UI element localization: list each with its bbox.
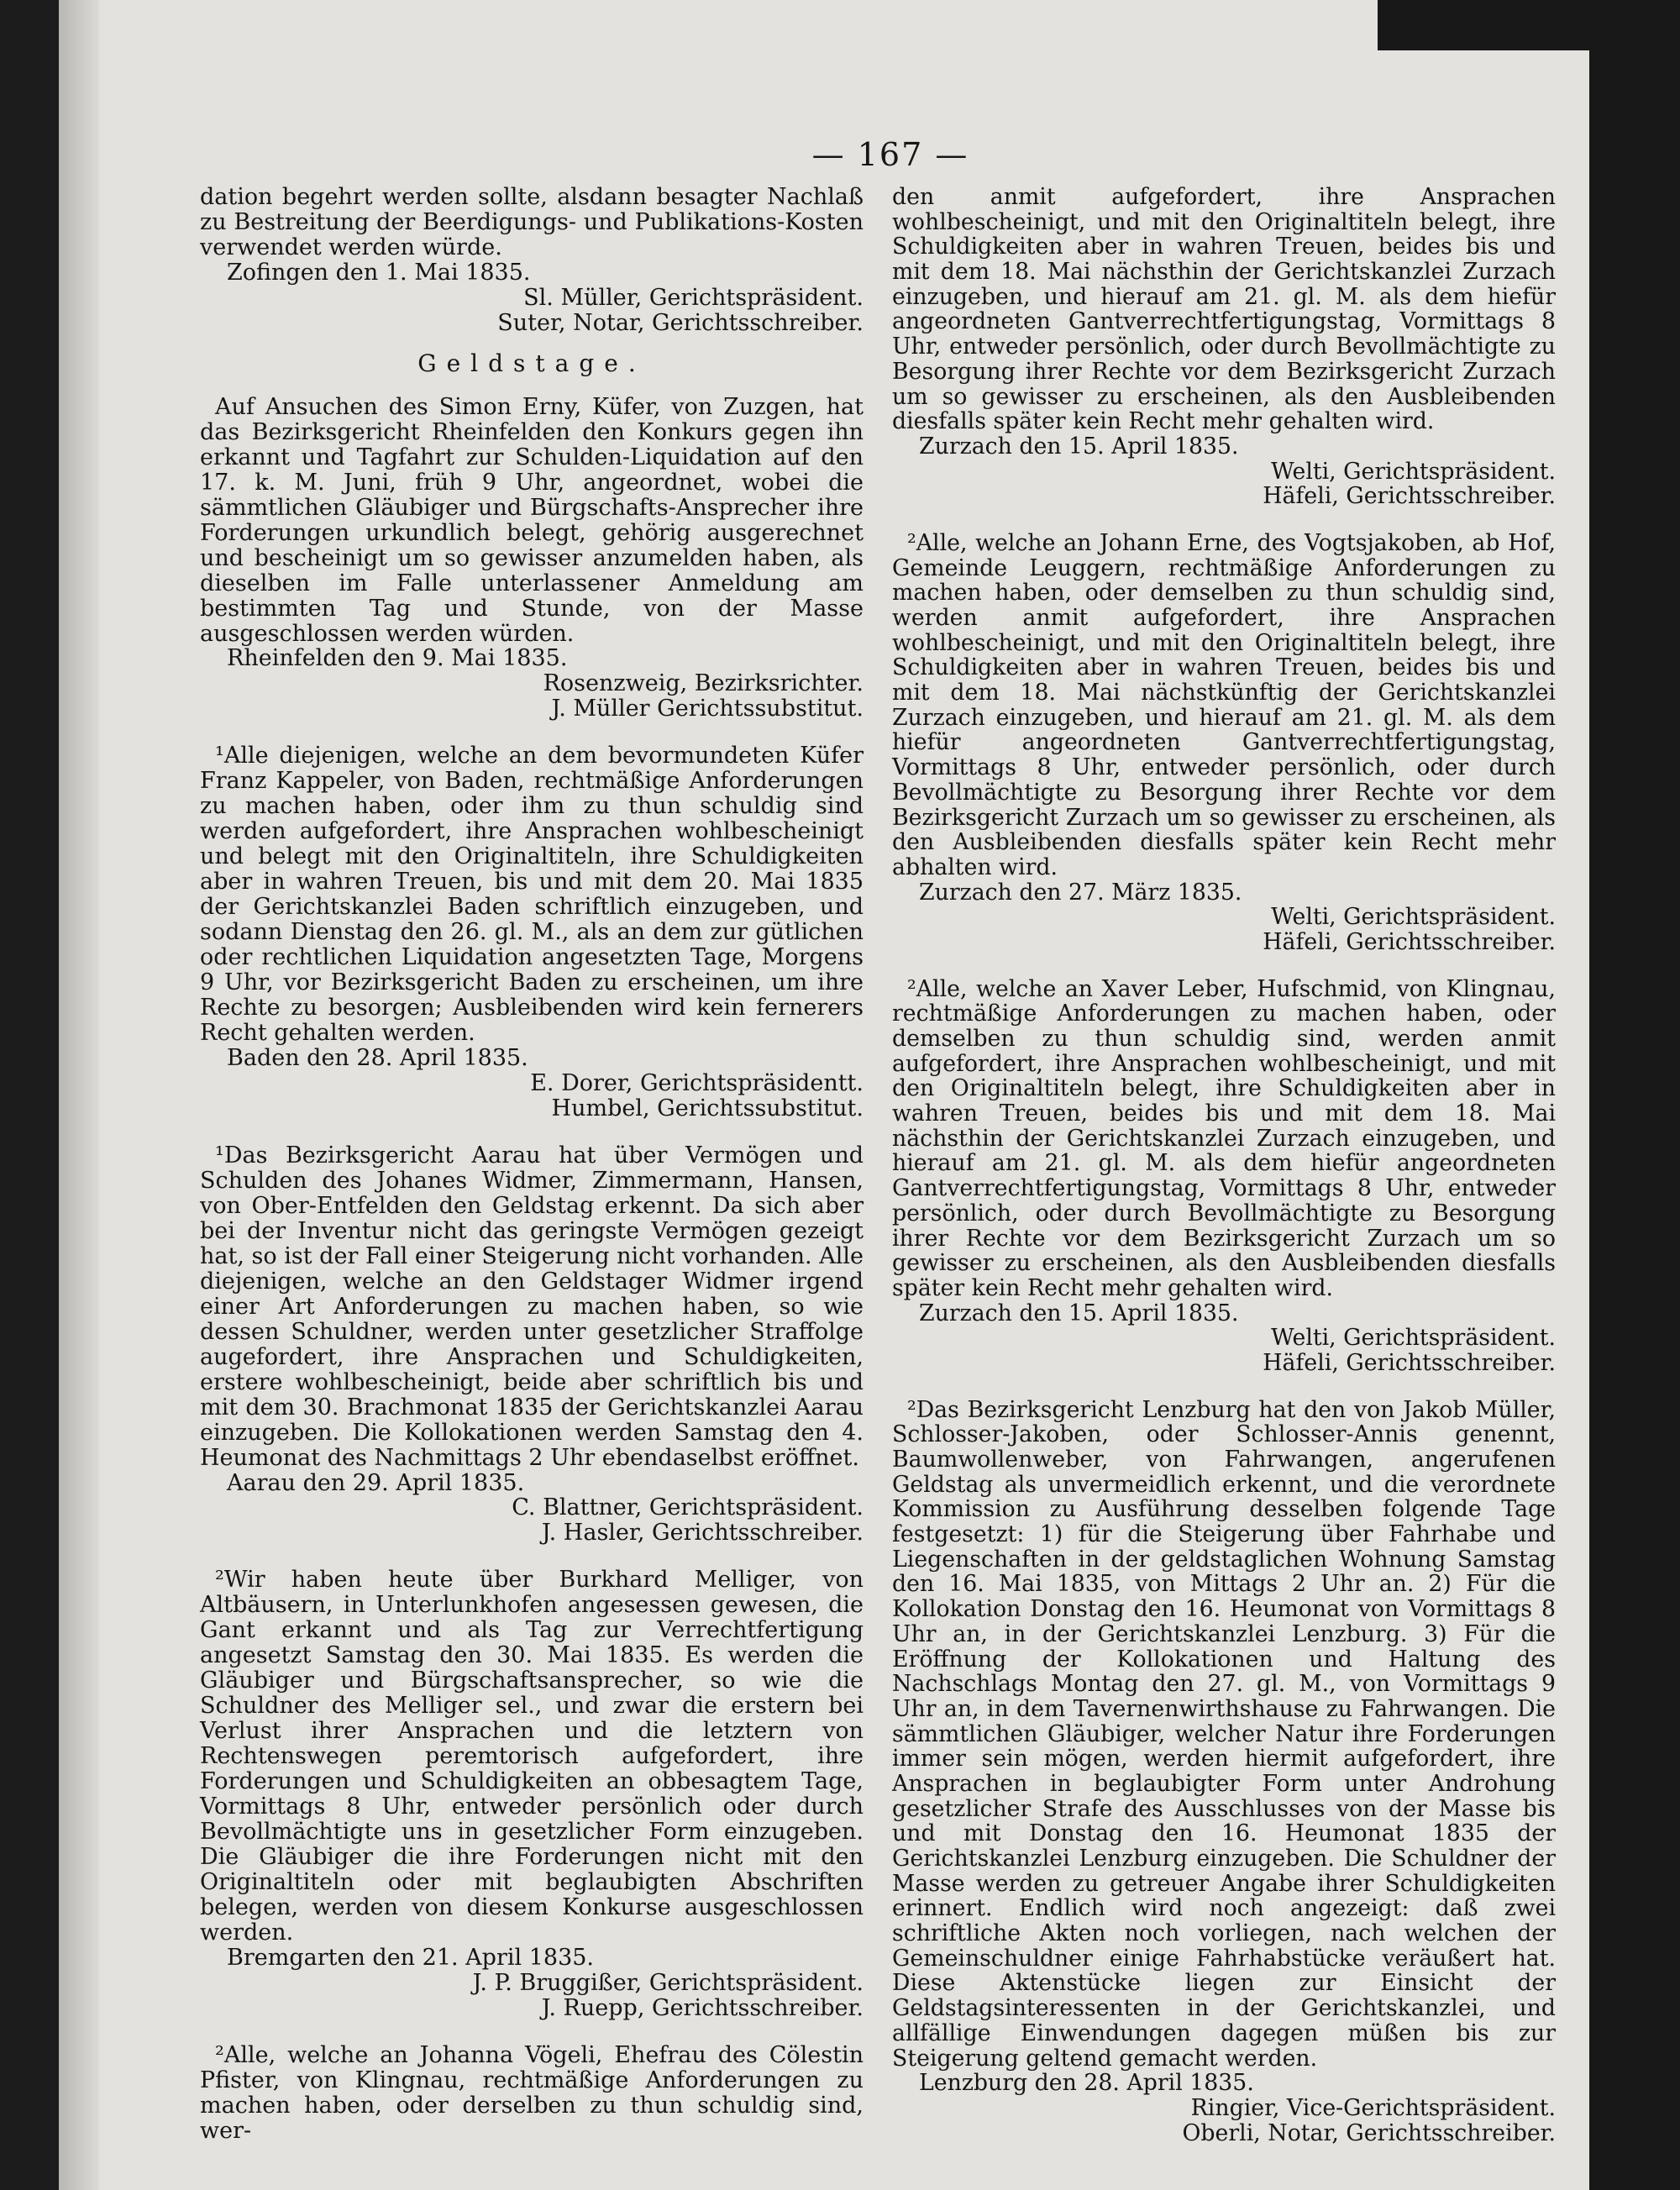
right-column bbox=[892, 185, 1556, 2145]
notice-date: Zurzach den 27. März 1835. bbox=[919, 879, 1242, 906]
notice-signature: Häfeli, Gerichtsschreiber. bbox=[1263, 1349, 1556, 1376]
notice-signature: C. Blattner, Gerichtspräsident. bbox=[512, 1494, 864, 1521]
notice-signature: Welti, Gerichtspräsident. bbox=[1271, 458, 1556, 485]
notice-signature: E. Dorer, Gerichtspräsidentt. bbox=[530, 1069, 864, 1096]
notice-paragraph: ²Das Bezirksgericht Lenzburg hat den von Jakob Müller, Schlosser-Jakoben, oder Schlosser-Annis genennt, Baumwollenweber, von Fahrwangen, angerufenen Geldstag als unvermeidlich erkennt, und die verordnete Kommission zu Ausführung desselben folgende Tage festgesetzt: 1) für die Steigerung über Fahrhabe und Liegenschaften in der geldstaglichen Wohnung Samstag den 16. Mai 1835, von Mittags 2 Uhr an. 2) Für die Kollokation Donstag den 16. Heumonat von Vormittags 8 Uhr an, in der Gerichtskanzlei Lenzburg. 3) Für die Eröffnung der Kollokationen und Haltung des Nachschlags Montag den 27. gl. M., von Vormittags 9 Uhr an, in dem Tavernenwirthshause zu Fahrwangen. Die sämmtlichen Gläubiger, welcher Natur ihre Forderungen immer sein mögen, werden hiermit aufgefordert, ihre Ansprachen in beglaubigter Form unter Androhung gesetzlicher Strafe des Ausschlusses von der Masse bis und mit Donstag den 16. Heumonat 1835 der Gerichtskanzlei Lenzburg einzugeben. Die Schuldner der Masse werden zu getreuer Angabe ihrer Schuldigkeiten erinnert. Endlich wird noch angezeigt: daß zwei schriftliche Akten noch vorliegen, nach welchen der Gemeinschuldner einige Fahrhabstücke veräußert hat. Diese Aktenstücke liegen zur Einsicht der Geldstagsinteressenten in der Gerichtskanzlei, und allfällige Einwendungen dagegen müßen bis zur Steigerung geltend gemacht werden. bbox=[892, 1396, 1556, 2072]
page-number: — 167 — bbox=[811, 136, 969, 173]
notice-paragraph: ²Alle, welche an Xaver Leber, Hufschmid, von Klingnau, rechtmäßige Anforderungen zu machen haben, oder demselben zu thun schuldig sind, werden anmit aufgefordert, ihre Ansprachen wohlbescheinigt, und mit den Originaltiteln belegt, ihre Schuldigkeiten aber in wahren Treuen, beides bis und mit dem 18. Mai nächsthin der Gerichtskanzlei Zurzach einzugeben, und hierauf am 21. gl. M. als dem hiefür angeordneten Gantverrechtfertigungstag, Vormittags 8 Uhr, entweder persönlich, oder durch Bevollmächtigte zu Besorgung ihrer Rechte vor dem Bezirksgericht Zurzach um so gewisser zu erscheinen, als den Ausbleibenden diesfalls später kein Recht mehr gehalten wird. bbox=[892, 975, 1556, 1301]
notice-signature: Welti, Gerichtspräsident. bbox=[1271, 904, 1556, 931]
notice-paragraph: den anmit aufgefordert, ihre Ansprachen wohlbescheinigt, und mit den Originaltiteln belegt, ihre Schuldigkeiten aber in wahren Treuen, beides bis und mit dem 18. Mai nächsthin der Gerichtskanzlei Zurzach einzugeben, und hierauf am 21. gl. M. als dem hiefür angeordneten Gantverrechtfertigungstag, Vormittags 8 Uhr, entweder persönlich, oder durch Bevollmächtigte zu Besorgung ihrer Rechte vor dem Bezirksgericht Zurzach um so gewisser zu erscheinen, als den Ausbleibenden diesfalls später kein Recht mehr gehalten wird. bbox=[892, 184, 1556, 435]
notice-signature: Ringier, Vice-Gerichtspräsident. bbox=[1190, 2094, 1556, 2121]
notice-signature: Suter, Notar, Gerichtsschreiber. bbox=[497, 309, 864, 336]
notice-date: Zofingen den 1. Mai 1835. bbox=[227, 259, 531, 286]
notice-date: Rheinfelden den 9. Mai 1835. bbox=[227, 645, 568, 672]
notice-date: Zurzach den 15. April 1835. bbox=[919, 1300, 1239, 1326]
notice-date: Lenzburg den 28. April 1835. bbox=[919, 2070, 1254, 2097]
notice-signature: Welti, Gerichtspräsident. bbox=[1271, 1325, 1556, 1352]
notice-date: Zurzach den 15. April 1835. bbox=[919, 433, 1239, 460]
notice-signature: Oberli, Notar, Gerichtsschreiber. bbox=[1182, 2119, 1556, 2146]
notice-signature: J. Hasler, Gerichtsschreiber. bbox=[541, 1520, 864, 1547]
notice-signature: J. P. Bruggißer, Gerichtspräsident. bbox=[472, 1969, 864, 1996]
section-heading: Geldstage. bbox=[417, 349, 646, 377]
notice-date: Baden den 28. April 1835. bbox=[227, 1045, 528, 1071]
notice-paragraph: ¹Das Bezirksgericht Aarau hat über Vermögen und Schulden des Johanes Widmer, Zimmermann, Hansen, von Ober-Entfelden den Geldstag erkennt. Da sich aber bei der Inventur nicht das geringste Vermögen gezeigt hat, so ist der Fall einer Steigerung nicht vorhanden. Alle diejenigen, welche an den Geldstager Widmer irgend einer Art Anforderungen zu machen haben, so wie dessen Schuldner, werden unter gesetzlicher Straffolge augefordert, ihre Ansprachen und Schuldigkeiten, erstere wohlbescheinigt, beide aber schriftlich bis und mit dem 30. Brachmonat 1835 der Gerichtskanzlei Aarau einzugeben. Die Kollokationen werden Samstag den 4. Heumonat des Nachmittags 2 Uhr ebendaselbst eröffnet. bbox=[200, 1142, 864, 1471]
notice-paragraph: ²Alle, welche an Johann Erne, des Vogtsjakoben, ab Hof, Gemeinde Leuggern, rechtmäßige Anforderungen zu machen haben, oder demselben zu thun schuldig sind, werden anmit aufgefordert, ihre Ansprachen wohlbescheinigt, und mit den Originaltiteln belegt, ihre Schuldigkeiten aber in wahren Treuen, beides bis und mit dem 18. Mai nächstkünftig der Gerichtskanzlei Zurzach einzugeben, und hierauf am 21. gl. M. als dem hiefür angeordneten Gantverrechtfertigungstag, Vormittags 8 Uhr, entweder persönlich, oder durch Bevollmächtigte zu Besorgung ihrer Rechte vor dem Bezirksgericht Zurzach um so gewisser zu erscheinen, als den Ausbleibenden diesfalls später kein Recht mehr abhalten wird. bbox=[892, 529, 1556, 880]
notice-paragraph: ²Alle, welche an Johanna Vögeli, Ehefrau des Cölestin Pfister, von Klingnau, rechtmäßige Anforderungen zu machen haben, oder derselben zu thun schuldig sind, wer- bbox=[200, 2041, 864, 2144]
notice-signature: Häfeli, Gerichtsschreiber. bbox=[1263, 928, 1556, 955]
notice-signature: J. Müller Gerichtssubstitut. bbox=[551, 696, 864, 722]
notice-signature: Häfeli, Gerichtsschreiber. bbox=[1263, 483, 1556, 510]
notice-paragraph: ²Wir haben heute über Burkhard Melliger, von Altbäusern, in Unterlunkhofen angesessen gewesen, die Gant erkannt und als Tag zur Verrechtfertigung angesetzt Samstag den 30. Mai 1835. Es werden die Gläubiger und Bürgschaftsansprecher, so wie die Schuldner des Melliger sel., und zwar die erstern bei Verlust ihrer Ansprachen und die letztern von Rechtenswegen peremtorisch aufgefordert, ihre Forderungen und Schuldigkeiten an obbesagtem Tage, Vormittags 8 Uhr, entweder persönlich oder durch Bevollmächtigte uns in gesetzlicher Form einzugeben. Die Gläubiger die ihre Forderungen nicht mit den Originaltiteln oder mit beglaubigten Abschriften belegen, werden von diesem Konkurse ausgeschlossen werden. bbox=[200, 1567, 864, 1946]
notice-date: Aarau den 29. April 1835. bbox=[227, 1469, 525, 1496]
notice-paragraph: Auf Ansuchen des Simon Erny, Küfer, von Zuzgen, hat das Bezirksgericht Rheinfelden den Konkurs gegen ihn erkannt und Tagfahrt zur Schulden-Liquidation auf den 17. k. M. Juni, früh 9 Uhr, angeordnet, wobei die sämmtlichen Gläubiger und Bürgschafts-Ansprecher ihre Forderungen urkundlich belegt, gehörig ausgerechnet und bescheinigt um so gewisser anzumelden haben, als dieselben im Falle unterlassener Anmeldung am bestimmten Tag und Stunde, von der Masse ausgeschlossen werden würden. bbox=[200, 393, 864, 647]
scan-background bbox=[1589, 0, 1680, 2190]
notice-signature: J. Ruepp, Gerichtsschreiber. bbox=[541, 1994, 864, 2021]
notice-signature: Humbel, Gerichtssubstitut. bbox=[551, 1095, 864, 1121]
scan-corner bbox=[1378, 0, 1680, 50]
notice-signature: Rosenzweig, Bezirksrichter. bbox=[543, 670, 864, 697]
left-column bbox=[200, 185, 864, 2144]
notice-signature: Sl. Müller, Gerichtspräsident. bbox=[523, 284, 864, 311]
notice-paragraph: dation begehrt werden sollte, alsdann besagter Nachlaß zu Bestreitung der Beerdigungs- und Publikations-Kosten verwendet werden würde. bbox=[200, 184, 864, 260]
newspaper-page bbox=[59, 0, 1613, 2190]
notice-date: Bremgarten den 21. April 1835. bbox=[227, 1944, 595, 1971]
page-spine bbox=[59, 0, 99, 2190]
notice-paragraph: ¹Alle diejenigen, welche an dem bevormundeten Küfer Franz Kappeler, von Baden, rechtmäßige Anforderungen zu machen haben, oder ihm zu thun schuldig sind werden aufgefordert, ihre Ansprachen wohlbescheinigt und belegt mit den Originaltiteln, ihre Schuldigkeiten aber in wahren Treuen, bis und mit dem 20. Mai 1835 der Gerichtskanzlei Baden schriftlich einzugeben, und sodann Dienstag den 26. gl. M., als an dem zur gütlichen oder rechtlichen Liquidation angesetzten Tage, Morgens 9 Uhr, vor Bezirksgericht Baden zu erscheinen, um ihre Rechte zu besorgen; Ausbleibenden wird kein fernerers Recht gehalten werden. bbox=[200, 743, 864, 1047]
